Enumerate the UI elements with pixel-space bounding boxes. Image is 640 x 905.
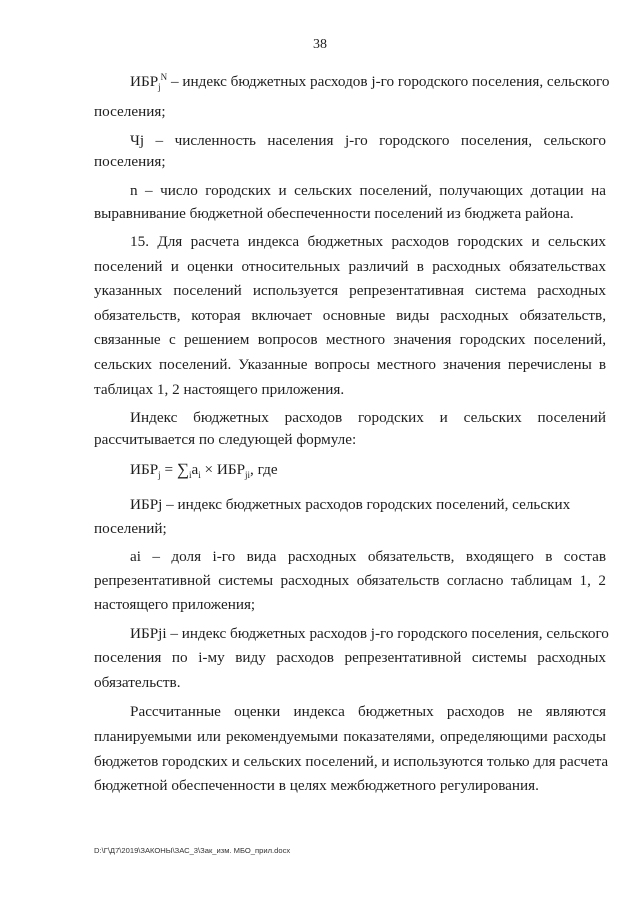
para-index-line: рассчитывается по следующей формуле: [94, 431, 357, 448]
para-15-line: связанные с решением вопросов местного значения городских поселений, [94, 331, 606, 348]
definition-ibrji-line-1: ИБРji – индекс бюджетных расходов j-го городского поселения, сельского [130, 625, 609, 642]
formula: $ИБР_j = \sum_ia_i \times ИБР_{ji}$, где [130, 460, 278, 481]
definition-population-line-2: поселения; [94, 153, 166, 170]
definition-n-line-2: выравнивание бюджетной обеспеченности поселений из бюджета района. [94, 205, 574, 222]
definition-ai-line-3: настоящего приложения; [94, 596, 256, 613]
definition-ai-line-1: ai – доля i-го вида расходных обязательств, входящего в состав [130, 548, 606, 565]
definition-ibrj-line-1: ИБРj – индекс бюджетных расходов городских поселений, сельских [130, 496, 571, 513]
para-final-line: бюджетов городских и сельских поселений, и используются только для расчета [94, 753, 609, 770]
para-index-line: Индекс бюджетных расходов городских и сельских поселений [130, 409, 606, 426]
definition-ai-line-2: репрезентативной системы расходных обязательств согласно таблицам 1, 2 [94, 572, 606, 589]
definition-population-line-1: Чj – численность населения j-го городского поселения, сельского [130, 132, 607, 149]
para-15-line: обязательств, которая включает основные виды расходных обязательств, [94, 307, 606, 324]
para-15-line: сельских поселений. Указанные вопросы местного значения перечислены в [94, 356, 606, 373]
definition-ibrji-line-3: обязательств. [94, 674, 181, 691]
page-number: 38 [313, 37, 327, 52]
para-final-line: бюджетной обеспеченности в целях межбюджетного регулирования. [94, 777, 539, 794]
definition-ibr-n-line-1: $ИБР_j^N$ – индекс бюджетных расходов j-го городского поселения, сельского [130, 71, 610, 93]
definition-ibrji-line-2: поселения по i-му виду расходов репрезентативной системы расходных [94, 649, 606, 666]
para-15-line: 15. Для расчета индекса бюджетных расходов городских и сельских [130, 233, 606, 250]
para-15-line: таблицах 1, 2 настоящего приложения. [94, 381, 345, 398]
para-15-line: указанных поселений используется репрезентативная система расходных [94, 282, 606, 299]
file-path-footer: D:\Г\Д7\2019\ЗАКОНЫ\ЗАС_3\Зак_изм. МБО_прил.docx [94, 846, 291, 855]
definition-ibr-n-line-2: поселения; [94, 103, 166, 120]
para-15-line: поселений и оценки относительных различий в расходных обязательствах [94, 258, 606, 275]
para-final-line: планируемыми или рекомендуемыми показателями, определяющими расходы [94, 728, 606, 745]
definition-ibrj-line-2: поселений; [94, 520, 167, 537]
sum-sign: ∑ [176, 460, 189, 479]
definition-n-line-1: n – число городских и сельских поселений, получающих дотации на [130, 182, 606, 199]
para-final-line: Рассчитанные оценки индекса бюджетных расходов не являются [130, 703, 606, 720]
